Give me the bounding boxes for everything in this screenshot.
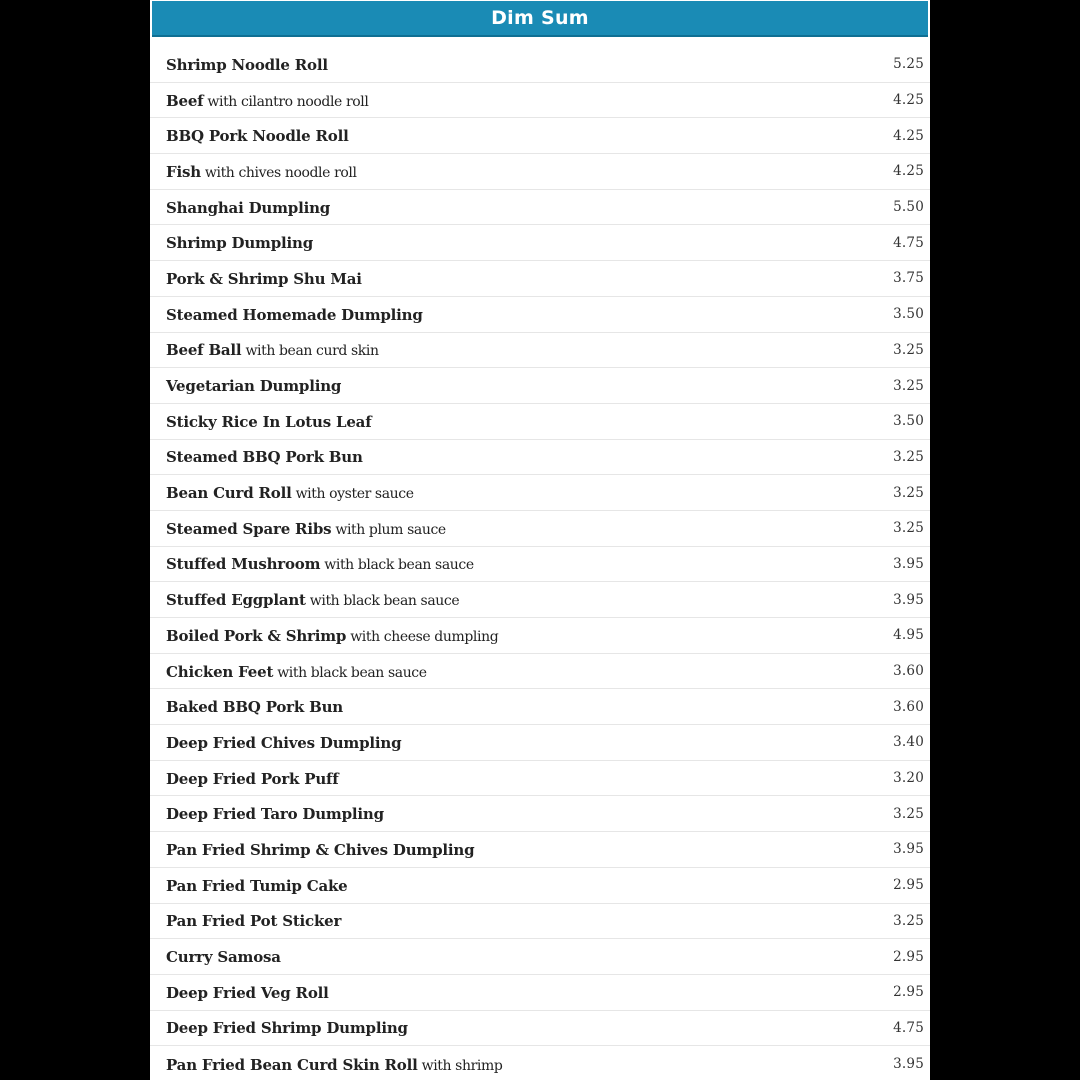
menu-item-label: [166, 697, 343, 716]
menu-item-name: Chicken Feet: [166, 662, 274, 681]
menu-item-price: 5.50: [893, 199, 924, 216]
menu-item-label: [166, 233, 313, 252]
menu-item-price: 3.50: [893, 306, 924, 323]
menu-item-price: 3.75: [893, 270, 924, 287]
menu-item-name: Pan Fried Pot Sticker: [166, 912, 342, 931]
menu-item-row: [150, 618, 930, 654]
menu-item-label: [166, 519, 446, 538]
menu-item-row: [150, 404, 930, 440]
menu-item-price: 3.95: [893, 841, 924, 858]
menu-item-row: [150, 761, 930, 797]
menu-item-name: Vegetarian Dumpling: [166, 377, 342, 396]
menu-item-name: Curry Samosa: [166, 948, 281, 967]
menu-item-row: [150, 547, 930, 583]
menu-item-name: Beef Ball: [166, 341, 242, 360]
menu-header: [152, 1, 928, 37]
menu-item-name: Stuffed Mushroom: [166, 555, 321, 574]
menu-item-price: 4.25: [893, 92, 924, 109]
menu-item-name: Bean Curd Roll: [166, 484, 292, 503]
menu-item-row: [150, 1046, 930, 1080]
menu-item-label: [166, 983, 329, 1002]
menu-item-label: [166, 483, 414, 502]
menu-item-price: 3.25: [893, 484, 924, 501]
menu-item-name: Stuffed Eggplant: [166, 591, 306, 610]
menu-item-label: [166, 198, 330, 217]
menu-item-price: 3.50: [893, 413, 924, 430]
menu-item-name: Baked BBQ Pork Bun: [166, 698, 343, 717]
menu-item-label: [166, 162, 357, 181]
menu-item-row: [150, 582, 930, 618]
menu-item-price: 3.25: [893, 520, 924, 537]
menu-item-price: 3.25: [893, 341, 924, 358]
menu-item-label: [166, 269, 362, 288]
menu-item-price: 4.75: [893, 234, 924, 251]
menu-item-description: with chives noodle roll: [204, 164, 357, 181]
menu-item-label: [166, 126, 349, 145]
menu-item-name: Fish: [166, 162, 201, 181]
menu-item-row: [150, 511, 930, 547]
menu-item-name: Deep Fried Shrimp Dumpling: [166, 1019, 408, 1038]
menu-item-name: Pan Fried Shrimp & Chives Dumpling: [166, 840, 475, 859]
menu-item-name: Steamed BBQ Pork Bun: [166, 448, 363, 467]
menu-item-label: [166, 1018, 408, 1037]
menu-item-row: [150, 297, 930, 333]
menu-item-row: [150, 1011, 930, 1047]
menu-item-name: Deep Fried Taro Dumpling: [166, 805, 384, 824]
menu-item-price: 3.60: [893, 698, 924, 715]
menu-item-label: [166, 91, 368, 110]
menu-item-row: [150, 868, 930, 904]
menu-item-name: Boiled Pork & Shrimp: [166, 626, 347, 645]
menu-item-row: [150, 333, 930, 369]
menu-panel: [150, 0, 930, 1080]
menu-item-label: [166, 447, 363, 466]
menu-item-name: BBQ Pork Noodle Roll: [166, 127, 349, 146]
menu-item-label: [166, 590, 459, 609]
menu-item-label: [166, 733, 401, 752]
menu-item-label: [166, 412, 371, 431]
menu-item-row: [150, 47, 930, 83]
menu-item-description: with cilantro noodle roll: [207, 93, 369, 110]
menu-item-row: [150, 225, 930, 261]
menu-item-name: Beef: [166, 91, 204, 110]
menu-item-label: [166, 305, 423, 324]
menu-item-price: 3.25: [893, 377, 924, 394]
menu-item-label: [166, 769, 339, 788]
menu-item-name: Pan Fried Tumip Cake: [166, 876, 348, 895]
menu-item-description: with black bean sauce: [277, 664, 427, 681]
menu-item-row: [150, 440, 930, 476]
menu-item-description: with cheese dumpling: [350, 628, 499, 645]
menu-item-row: [150, 118, 930, 154]
menu-item-name: Steamed Spare Ribs: [166, 519, 332, 538]
menu-item-name: Deep Fried Chives Dumpling: [166, 733, 402, 752]
menu-item-label: [166, 1055, 502, 1074]
menu-item-name: Deep Fried Pork Puff: [166, 769, 339, 788]
menu-item-name: Shrimp Noodle Roll: [166, 55, 328, 74]
menu-item-row: [150, 83, 930, 119]
menu-item-price: 3.25: [893, 805, 924, 822]
menu-item-list: [150, 47, 930, 1080]
menu-item-price: 4.95: [893, 627, 924, 644]
menu-item-name: Shrimp Dumpling: [166, 234, 313, 253]
menu-title: Dim Sum: [491, 7, 589, 29]
menu-item-description: with plum sauce: [335, 521, 446, 538]
menu-item-description: with black bean sauce: [324, 557, 474, 574]
menu-item-price: 3.20: [893, 770, 924, 787]
menu-item-label: [166, 554, 474, 573]
menu-item-row: [150, 832, 930, 868]
menu-item-price: 2.95: [893, 877, 924, 894]
menu-item-row: [150, 368, 930, 404]
menu-item-price: 3.95: [893, 591, 924, 608]
menu-item-price: 2.95: [893, 948, 924, 965]
menu-item-price: 3.40: [893, 734, 924, 751]
menu-item-label: [166, 662, 427, 681]
menu-item-label: [166, 626, 498, 645]
menu-item-price: 4.25: [893, 163, 924, 180]
menu-item-price: 3.95: [893, 555, 924, 572]
menu-item-price: 2.95: [893, 984, 924, 1001]
menu-item-row: [150, 654, 930, 690]
menu-item-row: [150, 190, 930, 226]
menu-item-label: [166, 840, 474, 859]
menu-item-name: Pork & Shrimp Shu Mai: [166, 269, 362, 288]
menu-item-row: [150, 975, 930, 1011]
menu-item-row: [150, 904, 930, 940]
menu-item-label: [166, 804, 384, 823]
menu-item-name: Pan Fried Bean Curd Skin Roll: [166, 1055, 418, 1074]
menu-item-name: Steamed Homemade Dumpling: [166, 305, 423, 324]
menu-item-price: 5.25: [893, 56, 924, 73]
menu-item-name: Deep Fried Veg Roll: [166, 983, 329, 1002]
menu-item-price: 3.60: [893, 663, 924, 680]
menu-item-label: [166, 340, 379, 359]
menu-item-description: with shrimp: [421, 1057, 503, 1074]
menu-item-price: 3.95: [893, 1056, 924, 1073]
menu-item-label: [166, 911, 341, 930]
menu-item-price: 3.25: [893, 448, 924, 465]
menu-item-row: [150, 725, 930, 761]
menu-item-description: with oyster sauce: [295, 486, 414, 503]
menu-item-row: [150, 261, 930, 297]
menu-item-name: Shanghai Dumpling: [166, 198, 331, 217]
menu-item-label: [166, 876, 348, 895]
menu-item-description: with bean curd skin: [245, 343, 379, 360]
menu-item-label: [166, 376, 341, 395]
menu-item-row: [150, 475, 930, 511]
menu-item-row: [150, 939, 930, 975]
menu-item-row: [150, 796, 930, 832]
menu-item-row: [150, 154, 930, 190]
menu-item-description: with black bean sauce: [309, 593, 460, 610]
menu-item-label: [166, 947, 281, 966]
menu-item-row: [150, 689, 930, 725]
menu-item-label: [166, 55, 328, 74]
menu-item-price: 3.25: [893, 912, 924, 929]
menu-item-price: 4.25: [893, 127, 924, 144]
menu-item-price: 4.75: [893, 1019, 924, 1036]
menu-item-name: Sticky Rice In Lotus Leaf: [166, 412, 372, 431]
